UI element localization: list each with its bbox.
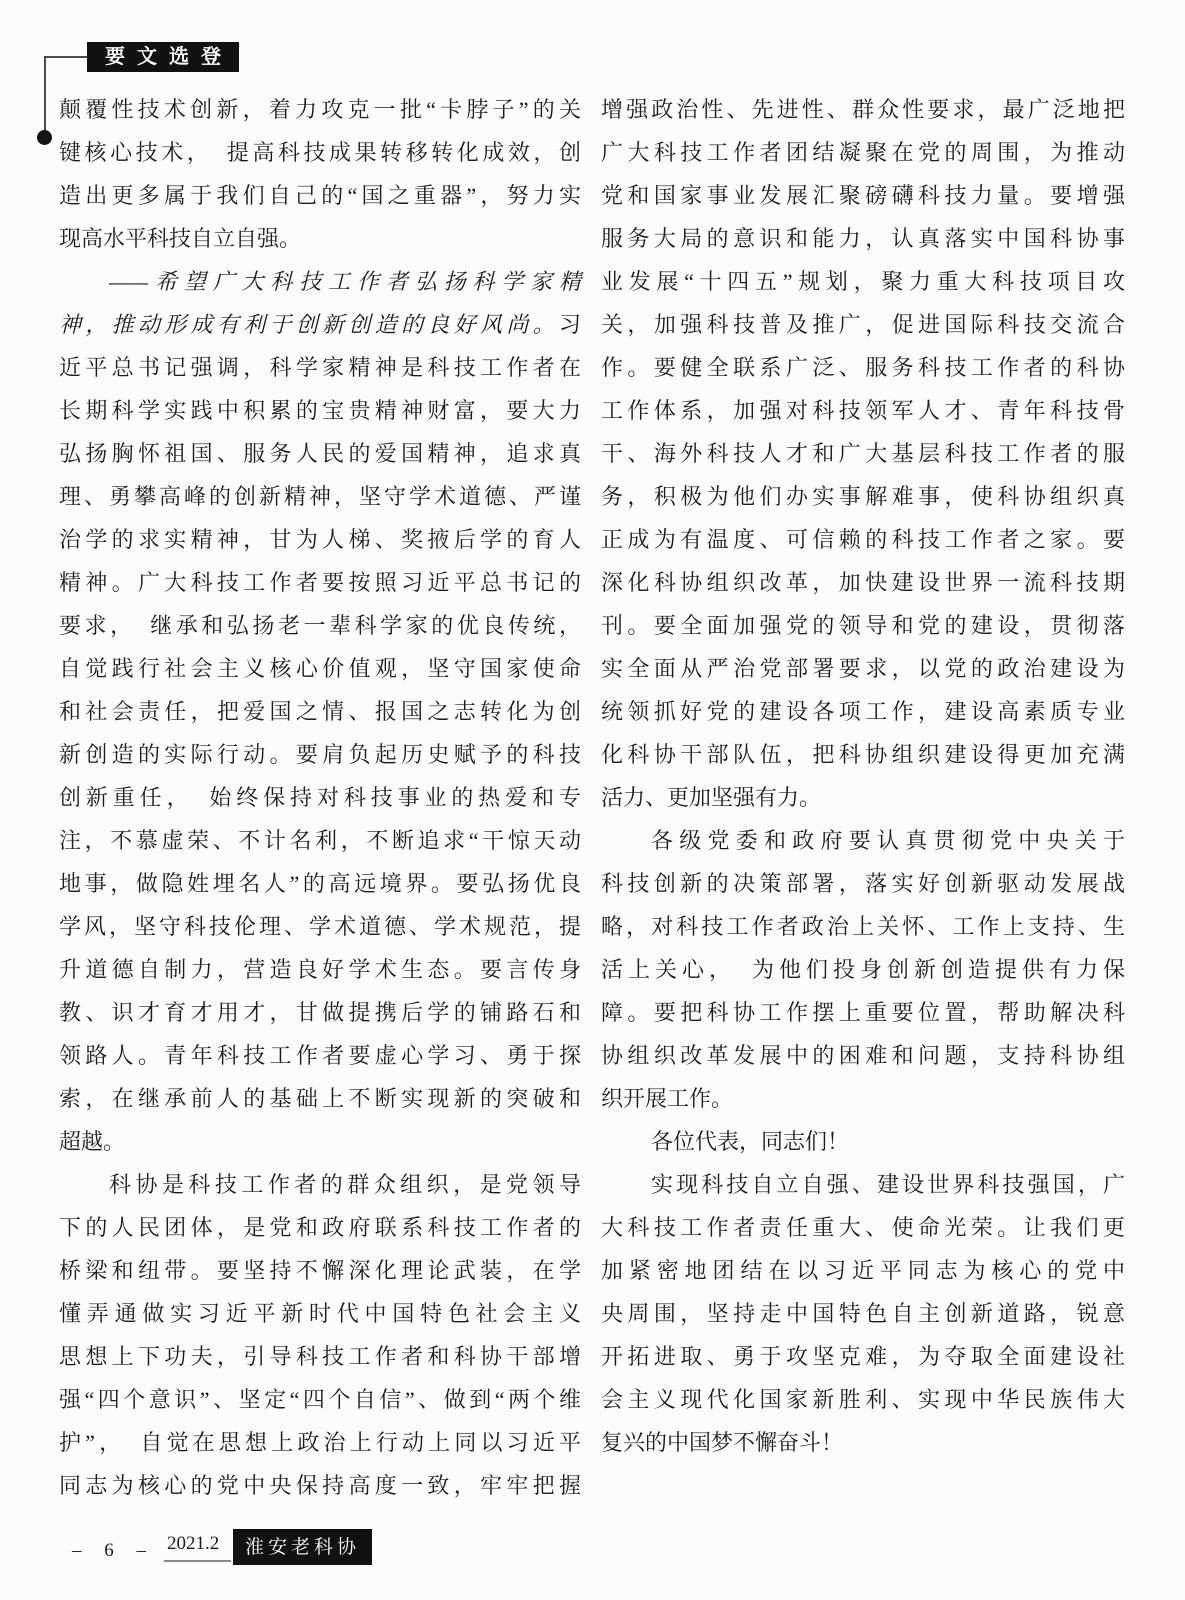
- text-line: 各级党委和政府要认真贯彻党中央关于: [651, 828, 1125, 853]
- text-line: 开拓进取、勇于攻坚克难，为夺取全面建设社: [601, 1344, 1125, 1369]
- text-line: 复兴的中国梦不懈奋斗！: [601, 1430, 844, 1455]
- text-line: 统领抓好党的建设各项工作，建设高素质专业: [601, 699, 1125, 724]
- text-line: 障。要把科协工作摆上重要位置，帮助解决科: [601, 1000, 1125, 1025]
- text-line: 现高水平科技自立自强。: [59, 226, 302, 251]
- decorative-line-horizontal: [44, 56, 88, 58]
- text-line: 科技创新的决策部署，落实好创新驱动发展战: [601, 871, 1125, 896]
- text-line: 键核心技术， 提高科技成果转移转化成效，创: [59, 140, 581, 165]
- text-line: 刊。要全面加强党的领导和党的建设，贯彻落: [601, 613, 1125, 638]
- text-line: 新创造的实际行动。要肩负起历史赋予的科技: [59, 742, 581, 767]
- text-line: 正成为有温度、可信赖的科技工作者之家。要: [601, 527, 1125, 552]
- text-line: 学风，坚守科技伦理、学术道德、学术规范，提: [59, 914, 581, 939]
- song-style-text-run: 习: [558, 312, 581, 337]
- text-line: ——希望广大科技工作者弘扬科学家精: [109, 269, 581, 294]
- text-line: 强“四个意识”、坚定“四个自信”、做到“两个维: [59, 1387, 581, 1412]
- text-line: 广大科技工作者团结凝聚在党的周围，为推动: [601, 140, 1125, 165]
- text-line: 织开展工作。: [601, 1086, 734, 1111]
- text-line: 关，加强科技普及推广，促进国际科技交流合: [601, 312, 1125, 337]
- text-line: 造出更多属于我们自己的“国之重器”，努力实: [59, 183, 581, 208]
- left-text-column: [59, 88, 581, 1507]
- text-line: 工作体系，加强对科技领军人才、青年科技骨: [601, 398, 1125, 423]
- text-line: 索，在继承前人的基础上不断实现新的突破和: [59, 1086, 581, 1111]
- text-line: 加紧密地团结在以习近平同志为核心的党中: [601, 1258, 1125, 1283]
- text-line: 精神。广大科技工作者要按照习近平总书记的: [59, 570, 581, 595]
- text-line: 协组织改革发展中的困难和问题，支持科协组: [601, 1043, 1125, 1068]
- text-line: 弘扬胸怀祖国、服务人民的爱国精神，追求真: [59, 441, 581, 466]
- text-line: 理、勇攀高峰的创新精神，坚守学术道德、严谨: [59, 484, 581, 509]
- text-line: 同志为核心的党中央保持高度一致，牢牢把握: [59, 1473, 581, 1498]
- text-line: [59, 303, 581, 346]
- text-line: 思想上下功夫，引导科技工作者和科协干部增: [59, 1344, 581, 1369]
- right-text-column: [601, 88, 1125, 1464]
- page-number: – 6 –: [72, 1540, 155, 1561]
- text-line: 作。要健全联系广泛、服务科技工作者的科协: [601, 355, 1125, 380]
- kai-style-text-run: 神，推动形成有利于创新创造的良好风尚。: [59, 312, 559, 337]
- text-line: 要求， 继承和弘扬老一辈科学家的优良传统，: [59, 613, 581, 638]
- text-line: 桥梁和纽带。要坚持不懈深化理论武装，在学: [59, 1258, 581, 1283]
- text-line: 超越。: [59, 1129, 126, 1154]
- text-line: 科协是科技工作者的群众组织，是党领导: [109, 1172, 581, 1197]
- text-line: 下的人民团体，是党和政府联系科技工作者的: [59, 1215, 581, 1240]
- text-line: 护”， 自觉在思想上政治上行动上同以习近平: [59, 1430, 581, 1455]
- text-line: 创新重任， 始终保持对科技事业的热爱和专: [59, 785, 581, 810]
- text-line: 颠覆性技术创新，着力攻克一批“卡脖子”的关: [59, 97, 581, 122]
- text-line: 近平总书记强调，科学家精神是科技工作者在: [59, 355, 581, 380]
- text-line: 增强政治性、先进性、群众性要求，最广泛地把: [601, 97, 1125, 122]
- text-line: 注，不慕虚荣、不计名利，不断追求“干惊天动: [59, 828, 581, 853]
- text-line: 懂弄通做实习近平新时代中国特色社会主义: [59, 1301, 581, 1326]
- text-line: 各位代表，同志们！: [651, 1129, 850, 1154]
- text-line: 略，对科技工作者政治上关怀、工作上支持、生: [601, 914, 1125, 939]
- text-line: 活上关心， 为他们投身创新创造提供有力保: [601, 957, 1125, 982]
- decorative-line-vertical: [44, 56, 46, 130]
- text-line: 活力、更加坚强有力。: [601, 785, 822, 810]
- text-line: 深化科协组织改革，加快建设世界一流科技期: [601, 570, 1125, 595]
- text-line: 干、海外科技人才和广大基层科技工作者的服: [601, 441, 1125, 466]
- section-bullet-dot: [37, 130, 52, 145]
- issue-date: 2021.2: [164, 1533, 231, 1562]
- text-line: 化科协干部队伍，把科协组织建设得更加充满: [601, 742, 1125, 767]
- text-line: 地事，做隐姓埋名人”的高远境界。要弘扬优良: [59, 871, 581, 896]
- text-line: 升道德自制力，营造良好学术生态。要言传身: [59, 957, 581, 982]
- text-line: 务，积极为他们办实事解难事，使科协组织真: [601, 484, 1125, 509]
- section-header-badge: 要文选登: [87, 42, 239, 72]
- text-line: 实现科技自立自强、建设世界科技强国，广: [651, 1172, 1125, 1197]
- text-line: 长期科学实践中积累的宝贵精神财富，要大力: [59, 398, 581, 423]
- text-line: 党和国家事业发展汇聚磅礴科技力量。要增强: [601, 183, 1125, 208]
- text-line: 大科技工作者责任重大、使命光荣。让我们更: [601, 1215, 1125, 1240]
- text-line: 会主义现代化国家新胜利、实现中华民族伟大: [601, 1387, 1125, 1412]
- journal-name-badge: 淮安老科协: [233, 1529, 372, 1565]
- text-line: 服务大局的意识和能力，认真落实中国科协事: [601, 226, 1125, 251]
- text-line: 和社会责任，把爱国之情、报国之志转化为创: [59, 699, 581, 724]
- text-line: 自觉践行社会主义核心价值观，坚守国家使命: [59, 656, 581, 681]
- text-line: 教、识才育才用才，甘做提携后学的铺路石和: [59, 1000, 581, 1025]
- text-line: 治学的求实精神，甘为人梯、奖掖后学的育人: [59, 527, 581, 552]
- text-line: 领路人。青年科技工作者要虚心学习、勇于探: [59, 1043, 581, 1068]
- text-line: 实全面从严治党部署要求，以党的政治建设为: [601, 656, 1125, 681]
- text-line: 央周围，坚持走中国特色自主创新道路，锐意: [601, 1301, 1125, 1326]
- text-line: 业发展“十四五”规划，聚力重大科技项目攻: [601, 269, 1125, 294]
- page-footer: [0, 1528, 1185, 1573]
